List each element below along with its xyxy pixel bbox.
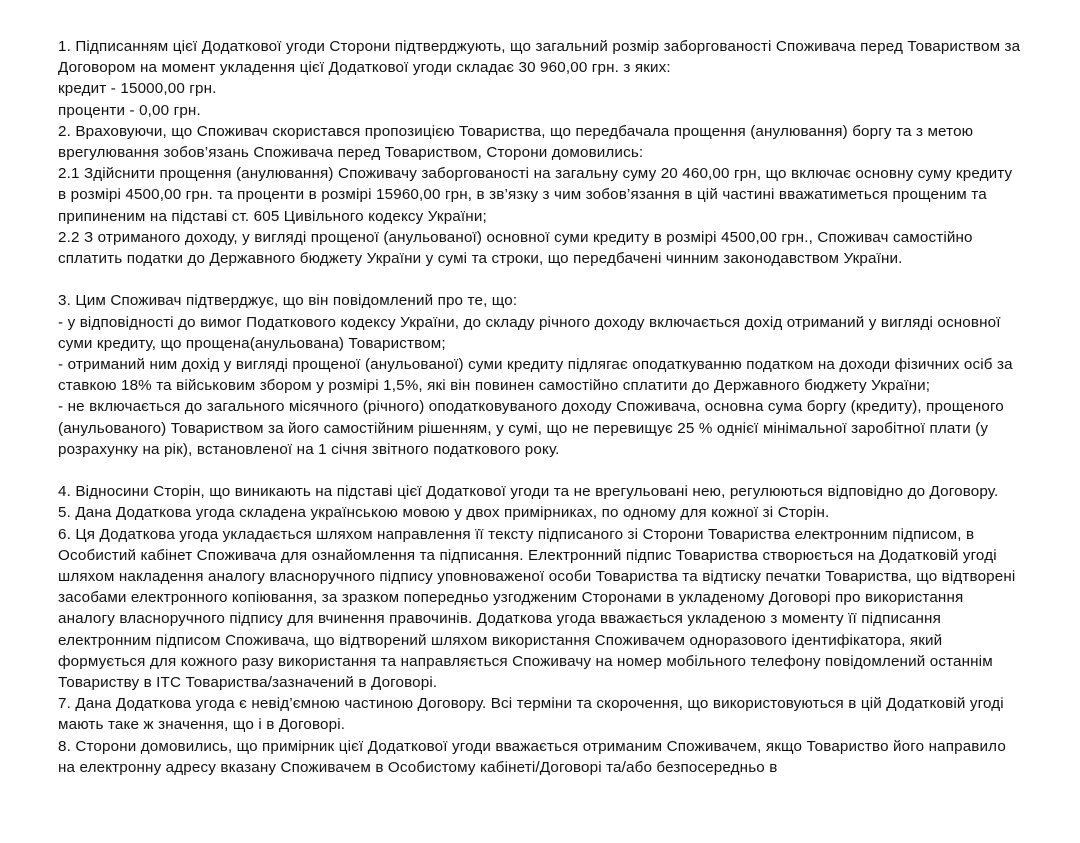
document-paragraph: - у відповідності до вимог Податкового кодексу України, до складу річного доходу включається дохід отриманий у вигляді основної суми кредиту, що прощена(анульована) Товариством; — [58, 313, 1001, 352]
document-paragraph: 2.1 Здійснити прощення (анулювання) Споживачу заборгованості на загальну суму 20 460,00 грн, що включає основну суму кредиту в розмірі 4500,00 грн. та проценти в розмірі 15960,00 грн, в зв’язку з чим зобов’язання в цій частині вважатиметься прощеним та припиненим на підставі ст. 605 Цивільного кодексу України; — [58, 165, 1013, 225]
document-paragraph: 7. Дана Додаткова угода є невід’ємною частиною Договору. Всі терміни та скорочення, що використовуються в цій Додатковій угоді мають таке ж значення, що і в Договорі. — [58, 695, 1004, 734]
document-paragraph: 4. Відносини Сторін, що виникають на підставі цієї Додаткової угоди та не врегульовані нею, регулюються відповідно до Договору. — [58, 483, 999, 501]
document-paragraph: 1. Підписанням цієї Додаткової угоди Сторони підтверджують, що загальний розмір заборгованості Споживача перед Товариством за Договором на момент укладення цієї Додаткової угоди складає 30 960,00 грн. з яких: — [58, 38, 1021, 77]
document-paragraph: 2.2 З отриманого доходу, у вигляді прощеної (анульованої) основної суми кредиту в розмірі 4500,00 грн., Споживач самостійно сплатить податки до Державного бюджету України у сумі та строки, що передбачені чинним законодавством України. — [58, 228, 973, 268]
document-paragraph: 6. Ця Додаткова угода укладається шляхом направлення її тексту підписаного зі Сторони Товариства електронним підписом, в Особистий кабінет Споживача для ознайомлення та підписання. Електронний підпис Товариства створюється на Додатковій угоді шляхом накладення аналогу власноручного підпису уповноваженої особи Товариства та відтиску печатки Товариства, що відтворені засобами електронного копіювання, за зразком попередньо узгодженим Сторонами в укладеному Договорі про використання аналогу власноручного підпису для вчинення правочинів. Додаткова угода вважається укладеною з моменту її підписання електронним підписом Споживача, що відтворений шляхом використання Споживачем одноразового ідентифікатора, який формується для кожного разу використання та направляється Споживачу на номер мобільного телефону повідомлений останнім Товариству в ІТС Товариства/зазначений в Договорі. — [58, 525, 1016, 692]
document-paragraph: - отриманий ним дохід у вигляді прощеної (анульованої) суми кредиту підлягає оподаткуванню податком на доходи фізичних осіб за ставкою 18% та військовим збором у розмірі 1,5%, які він повинен самостійно сплатити до Державного бюджету України; — [58, 356, 1013, 395]
document-text-body — [58, 36, 1024, 778]
paragraph-spacer — [58, 269, 1024, 290]
document-paragraph: 3. Цим Споживач підтверджує, що він повідомлений про те, що: — [58, 292, 518, 310]
document-paragraph: проценти - 0,00 грн. — [58, 101, 201, 119]
document-paragraph: 2. Враховуючи, що Споживач скористався пропозицією Товариства, що передбачала прощення (анулювання) боргу та з метою врегулювання зобов’язань Споживача перед Товариством, Сторони домовились: — [58, 122, 974, 162]
document-paragraph: 8. Сторони домовились, що примірник цієї Додаткової угоди вважається отриманим Споживачем, якщо Товариство його направило на електронну адресу вказану Споживачем в Особистому кабінеті/Договорі та/або безпосередньо в — [58, 737, 1006, 776]
document-paragraph: - не включається до загального місячного (річного) оподатковуваного доходу Споживача, основна сума боргу (кредиту), прощеного (анульованого) Товариством за його самостійним рішенням, у сумі, що не перевищує 25 % однієї мінімальної заробітної плати (у розрахунку на рік), встановленої на 1 січня звітного податкового року. — [58, 398, 1004, 458]
document-paragraph: 5. Дана Додаткова угода складена українською мовою у двох примірниках, по одному для кожної зі Сторін. — [58, 504, 830, 522]
document-paragraph: кредит - 15000,00 грн. — [58, 80, 217, 98]
paragraph-spacer — [58, 460, 1024, 481]
